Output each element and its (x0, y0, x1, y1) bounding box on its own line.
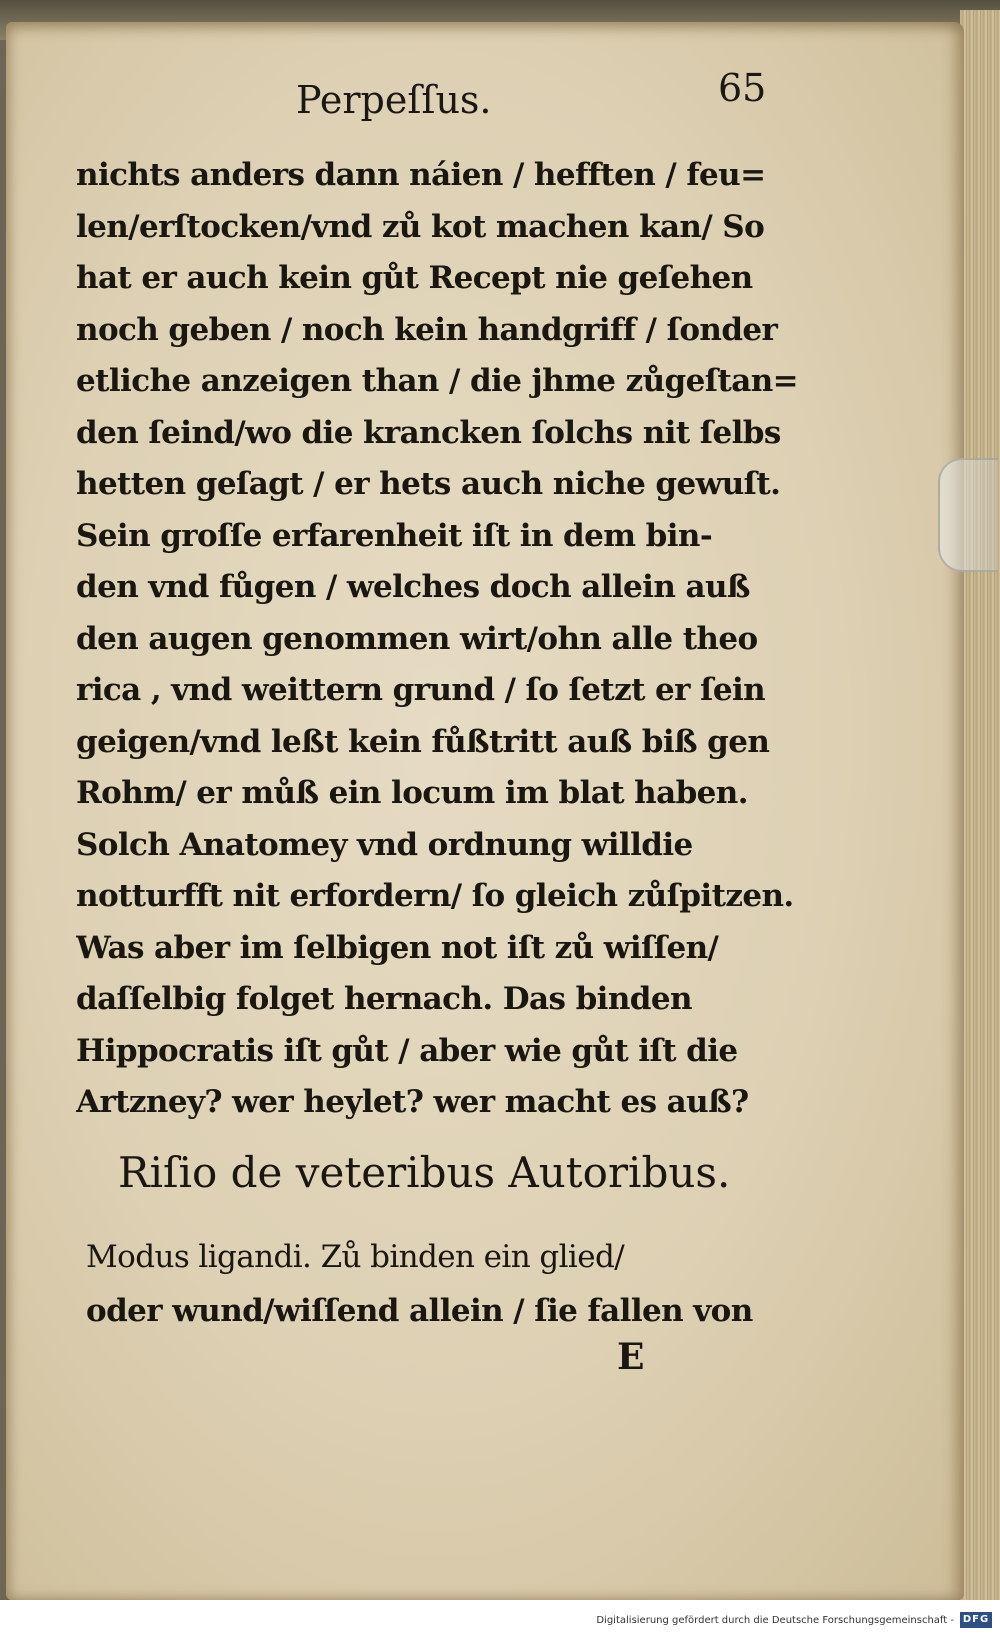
text-line: Was aber im ſelbigen not iſt zů wiſſen/ (76, 929, 719, 966)
text-line: noch geben / noch kein handgriff / ſonder (76, 311, 778, 348)
text-line: den vnd fůgen / welches doch allein auß (76, 569, 750, 605)
text-line: geigen/vnd leßt kein fůßtritt auß biß gen (76, 723, 770, 760)
page-clip (938, 458, 998, 572)
text-line: Sein groſſe erfarenheit iſt in dem bin- (76, 517, 713, 554)
book-page-edges (960, 10, 1000, 1610)
section-text (86, 1230, 826, 1338)
text-line: hat er auch kein gůt Recept nie geſehen (76, 260, 753, 296)
running-head: Perpeſſus. (296, 78, 492, 122)
text-line: Modus ligandi. Zů binden ein glied/ (86, 1239, 625, 1275)
text-line: nichts anders dann náien / hefften / feu= (76, 157, 766, 193)
text-line: Solch Anatomey vnd ordnung willdie (76, 826, 693, 863)
section-heading: Riſio de veteribus Autoribus. (118, 1148, 731, 1197)
body-text (76, 150, 816, 1129)
text-line: Rohm/ er můß ein locum im blat haben. (76, 775, 748, 811)
text-line: len/erſtocken/vnd zů kot machen kan/ So (76, 208, 765, 245)
dfg-logo: DFG (960, 1612, 992, 1628)
page-number: 65 (718, 66, 767, 110)
catchword: E (617, 1336, 645, 1378)
text-line: oder wund/wiſſend allein / ſie fallen von (86, 1293, 753, 1329)
text-line: hetten geſagt / er hets auch niche gewuſt. (76, 466, 781, 502)
text-line: Hippocratis iſt gůt / aber wie gůt iſt die (76, 1032, 738, 1069)
text-line: den augen genommen wirt/ohn alle theo (76, 620, 758, 657)
text-line: etliche anzeigen than / die jhme zůgeſtan= (76, 363, 799, 399)
text-line: den ſeind/wo die krancken ſolchs nit ſelbs (76, 414, 781, 451)
text-line: daſſelbig folget hernach. Das binden (76, 981, 692, 1017)
text-line: notturfft nit erfordern/ ſo gleich zůſpitzen. (76, 878, 794, 914)
text-line: Artzney? wer heylet? wer macht es auß? (76, 1084, 749, 1120)
funding-credit: Digitalisierung gefördert durch die Deutsche Forschungsgemeinschaft - (596, 1615, 954, 1626)
text-line: rica , vnd weittern grund / ſo ſetzt er ſein (76, 672, 766, 708)
